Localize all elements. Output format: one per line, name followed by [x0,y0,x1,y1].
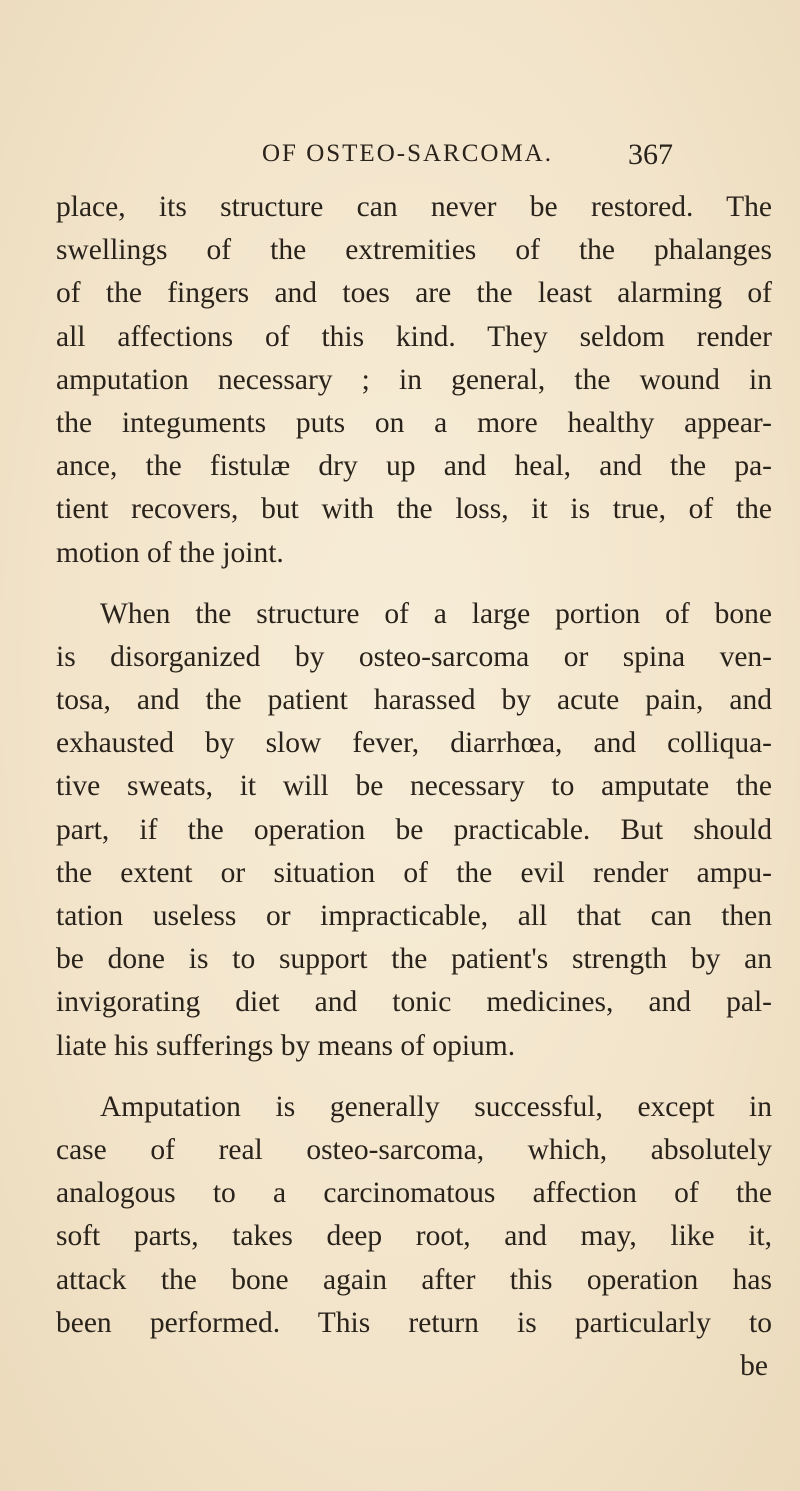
paragraph-2 [56,593,772,1068]
text-line: Amputation is generally successful, except in [100,1090,772,1123]
text-line: all affections of this kind. They seldom render [56,320,772,353]
text-line: is disorganized by osteo-sarcoma or spina ven- [56,640,772,673]
paragraph-3 [56,1086,772,1388]
running-title: OF OSTEO-SARCOMA. [262,140,553,167]
text-line: exhausted by slow fever, diarrhœa, and colliqua- [56,727,772,760]
text-line: of the fingers and toes are the least alarming of [56,277,772,310]
text-line: tive sweats, it will be necessary to amputate the [56,770,772,803]
text-line: liate his sufferings by means of opium. [56,1029,516,1062]
text-line: tosa, and the patient harassed by acute pain, and [56,684,772,717]
text-line: When the structure of a large portion of bone [100,597,772,630]
text-line: tation useless or impracticable, all that can then [56,900,772,932]
catchword: be [740,1349,768,1382]
text-line: the integuments puts on a more healthy appear- [56,406,772,439]
text-line: motion of the joint. [56,536,284,569]
text-line: invigorating diet and tonic medicines, and pal- [56,986,772,1019]
text-line: been performed. This return is particularly to [56,1306,772,1339]
text-line: place, its structure can never be restored. The [56,191,772,223]
text-line: soft parts, takes deep root, and may, like it, [56,1220,772,1253]
text-line: part, if the operation be practicable. But should [56,813,772,846]
paragraph-1 [56,186,772,575]
text-line: attack the bone again after this operation has [56,1263,772,1296]
text-line: analogous to a carcinomatous affection of the [56,1177,772,1210]
text-line: ance, the fistulæ dry up and heal, and the pa- [56,450,772,483]
running-head [0,140,800,180]
text-line: the extent or situation of the evil render ampu- [56,856,772,889]
text-line: tient recovers, but with the loss, it is true, of the [56,493,772,526]
text-line: amputation necessary ; in general, the wound in [56,363,772,396]
text-line: case of real osteo-sarcoma, which, absolutely [56,1133,772,1166]
page-number: 367 [628,138,673,171]
text-line: be done is to support the patient's strength by an [56,943,772,976]
body-text [56,186,772,1388]
text-line: swellings of the extremities of the phalanges [56,234,772,267]
